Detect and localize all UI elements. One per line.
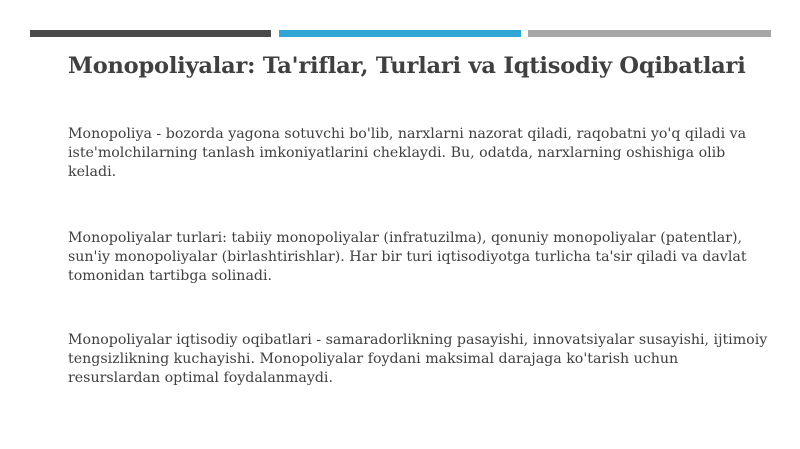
paragraph-types: Monopoliyalar turlari: tabiiy monopoliyalar (infratuzilma), qonuniy monopoliyalar (patentlar), sun'iy monopoliyalar (birlashtirishlar). Har bir turi iqtisodiyotga turlicha ta'sir qiladi va davlat tomonidan tartibga solinadi. <box>68 230 747 284</box>
top-accent-bar-blue <box>279 30 521 37</box>
paragraph-consequences: Monopoliyalar iqtisodiy oqibatlari - samaradorlikning pasayishi, innovatsiyalar susayishi, ijtimoiy tengsizlikning kuchayishi. Monopoliyalar foydani maksimal darajaga ko'tarish uchun resurslardan optimal foydalanmaydi. <box>68 332 768 386</box>
slide-title: Monopoliyalar: Ta'riflar, Turlari va Iqtisodiy Oqibatlari <box>68 53 746 79</box>
top-accent-bar-gray <box>528 30 771 37</box>
top-accent-bar-dark <box>30 30 271 37</box>
paragraph-definition: Monopoliya - bozorda yagona sotuvchi bo'lib, narxlarni nazorat qiladi, raqobatni yo'q qiladi va iste'molchilarning tanlash imkoniyatlarini cheklaydi. Bu, odatda, narxlarning oshishiga olib keladi. <box>68 126 747 180</box>
